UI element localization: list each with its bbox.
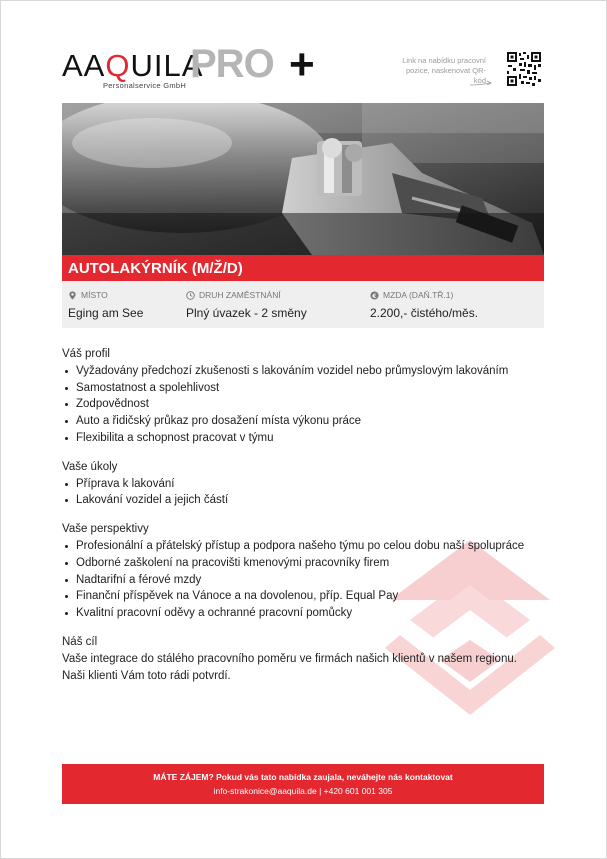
employment-label: DRUH ZAMĚSTNÁNÍ — [199, 290, 281, 300]
location-label: MÍSTO — [81, 290, 108, 300]
logo-text: AAQUILA — [62, 48, 204, 83]
qr-code-icon[interactable] — [507, 52, 541, 86]
hero-image — [62, 103, 544, 255]
list-item: Vyžadovány předchozí zkušenosti s lakováním vozidel nebo průmyslovým lakováním — [62, 363, 544, 380]
goal-text-line-2: Naši klienti Vám toto rádi potvrdí. — [62, 669, 231, 682]
location-value: Eging am See — [68, 306, 144, 320]
job-info-strip — [62, 281, 544, 328]
profile-list — [62, 363, 544, 447]
list-item: Samostatnost a spolehlivost — [62, 380, 544, 397]
list-item: Zodpovědnost — [62, 396, 544, 413]
list-item: Auto a řidičský průkaz pro dosažení místa výkonu práce — [62, 413, 544, 430]
logo-pro: PRO — [190, 42, 274, 86]
logo-plus: + — [289, 40, 315, 89]
list-item: Finanční příspěvek na Vánoce a na dovolenou, příp. Equal Pay — [62, 588, 544, 605]
contact-footer — [62, 764, 544, 804]
perspectives-heading: Vaše perspektivy — [62, 523, 149, 536]
job-title: AUTOLAKÝRNÍK (M/Ž/D) — [68, 260, 243, 277]
location-column — [68, 290, 143, 320]
list-item: Profesionální a přátelský přístup a podpora našeho týmu po celou dobu naší spolupráce — [62, 538, 544, 555]
salary-label: MZDA (DAŇ.TŘ.1) — [383, 290, 454, 300]
profile-heading: Váš profil — [62, 348, 110, 360]
company-logo — [62, 40, 342, 98]
location-pin-icon — [68, 291, 77, 300]
footer-contact[interactable]: info-strakonice@aaquila.de | +420 601 001 305 — [213, 786, 393, 796]
list-item: Odborné zaškolení na pracovišti kmenovými pracovníky firem — [62, 555, 544, 572]
list-item: Flexibilita a schopnost pracovat v týmu — [62, 430, 544, 447]
list-item: Nadtarifní a férové mzdy — [62, 572, 544, 589]
employment-column — [186, 290, 307, 320]
salary-column — [370, 290, 478, 320]
tasks-heading: Vaše úkoly — [62, 460, 118, 473]
qr-hint: Link na nabídku pracovní pozice, naskenovat QR-kód — [402, 56, 486, 85]
list-item: Lakování vozidel a jejich částí — [62, 492, 544, 509]
profile-section — [62, 346, 544, 447]
goal-section — [62, 634, 544, 684]
list-item: Příprava k lakování — [62, 476, 544, 493]
tasks-list — [62, 476, 544, 510]
perspectives-list — [62, 538, 544, 622]
employment-value: Plný úvazek - 2 směny — [186, 306, 307, 320]
goal-text-line-1: Vaše integrace do stálého pracovního poměru ve firmách našich klientů v našem regionu. — [62, 652, 517, 665]
list-item: Kvalitní pracovní oděvy a ochranné pracovní pomůcky — [62, 605, 544, 622]
svg-text:€: € — [372, 292, 377, 300]
logo-subtitle: Personalservice GmbH — [103, 81, 187, 90]
arrow-right-icon — [470, 79, 492, 87]
job-title-bar — [62, 255, 544, 281]
goal-heading: Náš cíl — [62, 635, 98, 648]
footer-call-to-action: MÁTE ZÁJEM? Pokud vás tato nabídka zaujala, neváhejte nás kontaktovat — [153, 772, 453, 782]
tasks-section — [62, 459, 544, 509]
euro-icon — [370, 291, 379, 300]
perspectives-section — [62, 521, 544, 622]
salary-value: 2.200,- čistého/měs. — [370, 306, 479, 320]
clock-icon — [186, 291, 195, 300]
job-description — [62, 346, 544, 696]
